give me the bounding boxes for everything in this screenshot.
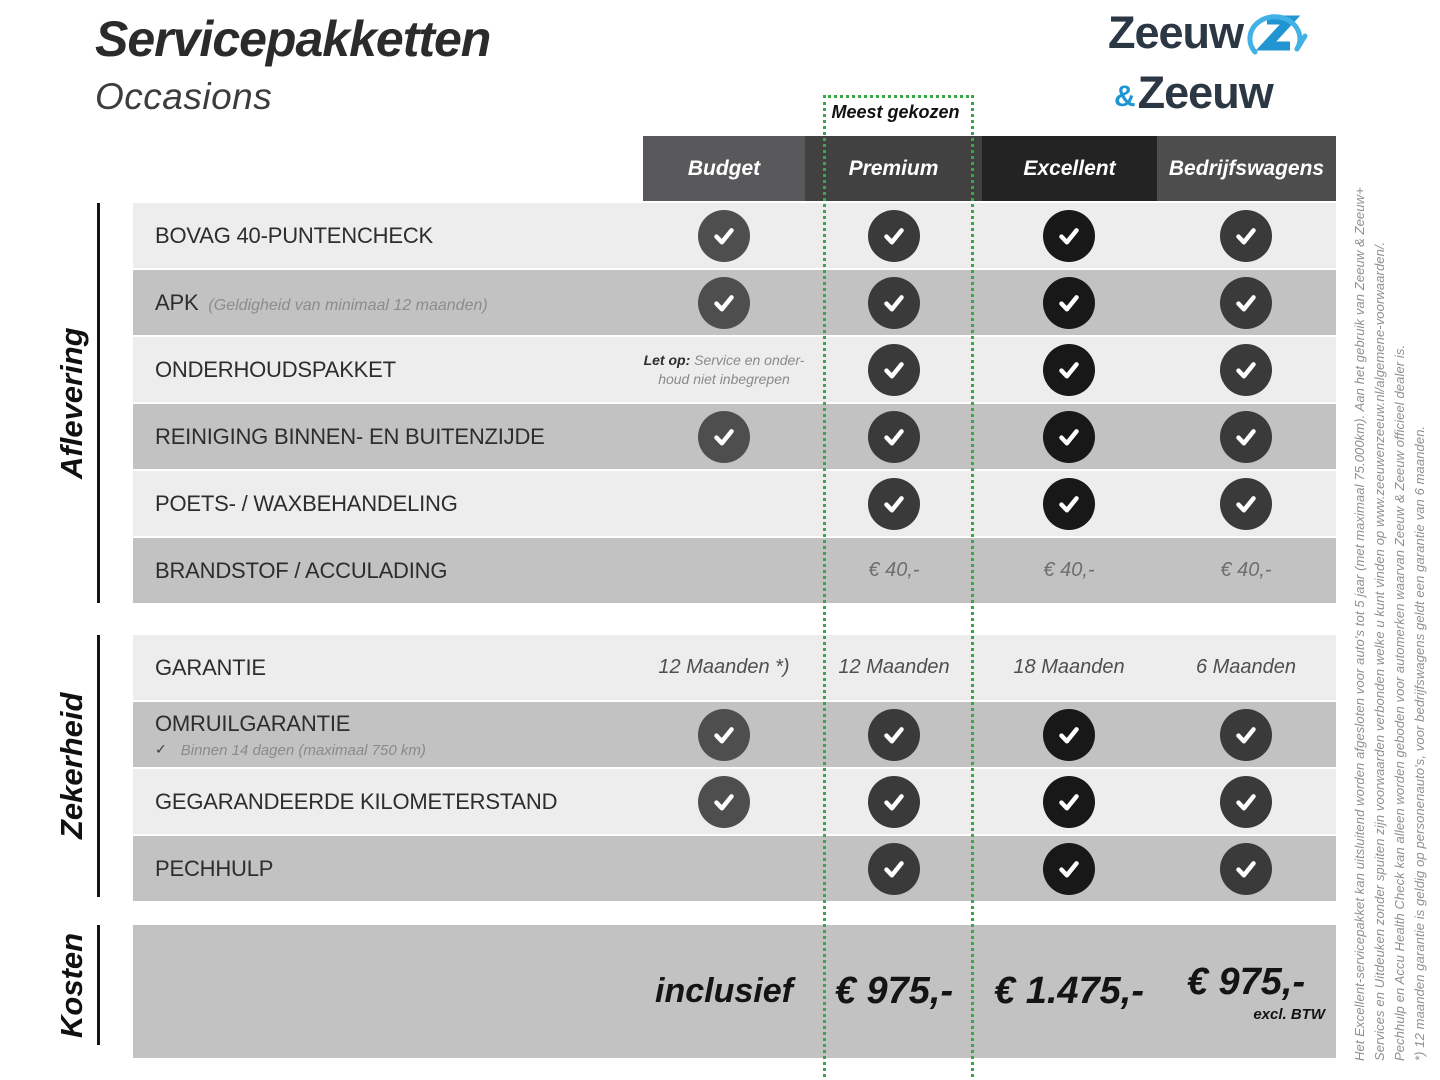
footnote-line: Services en Uitdeuken zonder spuiten zijn voorwaarden verbonden welke u kunt vinden op www.zeeuwenzeeuw.nl/algemene-voorwaarden/. xyxy=(1372,241,1387,1061)
cell-value: 18 Maanden xyxy=(1013,656,1125,678)
cell-budget xyxy=(639,404,809,469)
row-label: GARANTIE xyxy=(155,654,266,680)
small-check-icon: ✓ xyxy=(155,742,167,758)
cell-premium xyxy=(809,203,979,268)
row-label-wrap xyxy=(155,404,545,469)
section-label-zekerheid: Zekerheid xyxy=(54,692,89,840)
row-label-wrap xyxy=(155,769,557,834)
kosten-cell-budget xyxy=(639,925,809,1058)
check-icon xyxy=(1220,210,1272,262)
row-label: BOVAG 40-PUNTENCHECK xyxy=(155,222,433,248)
row-label-line xyxy=(155,711,426,737)
cell-premium xyxy=(809,471,979,536)
check-icon xyxy=(1043,344,1095,396)
kosten-cell-excellent xyxy=(984,925,1154,1058)
cell-premium xyxy=(809,836,979,901)
check-icon xyxy=(1220,277,1272,329)
cell-budget xyxy=(639,702,809,767)
cell-excellent xyxy=(984,203,1154,268)
check-icon xyxy=(698,277,750,329)
row-label-wrap xyxy=(155,203,433,268)
check-icon xyxy=(698,776,750,828)
cell-excellent xyxy=(984,270,1154,335)
row-label-wrap xyxy=(155,270,488,335)
cell-budget xyxy=(639,769,809,834)
row-label-line xyxy=(155,424,545,450)
logo-text-top: Zeeuw xyxy=(1108,7,1244,58)
check-icon xyxy=(1043,776,1095,828)
table-row xyxy=(133,270,1336,335)
cell-value: € 40,- xyxy=(868,559,920,581)
cell-excellent xyxy=(984,471,1154,536)
row-label-wrap xyxy=(155,337,396,402)
check-icon xyxy=(1220,478,1272,530)
check-icon xyxy=(1220,843,1272,895)
row-label: APK xyxy=(155,289,199,315)
row-label-line xyxy=(155,223,433,249)
cell-bedrijfswagens xyxy=(1161,471,1331,536)
cell-bedrijfswagens xyxy=(1161,635,1331,700)
row-subline xyxy=(155,742,426,759)
cell-premium xyxy=(809,702,979,767)
most-chosen-label: Meest gekozen xyxy=(831,102,960,122)
row-sublabel: (Geldigheid van minimaal 12 maanden) xyxy=(208,296,488,314)
cell-budget xyxy=(639,337,809,402)
row-label-line xyxy=(155,357,396,383)
row-label-wrap xyxy=(155,538,447,603)
check-icon xyxy=(1043,843,1095,895)
page-subtitle: Occasions xyxy=(95,76,273,117)
check-icon xyxy=(868,277,920,329)
cell-bedrijfswagens xyxy=(1161,702,1331,767)
cell-excellent xyxy=(984,404,1154,469)
cell-bedrijfswagens xyxy=(1161,337,1331,402)
cell-value: € 40,- xyxy=(1043,559,1095,581)
cell-premium xyxy=(809,404,979,469)
cell-value: € 40,- xyxy=(1220,559,1272,581)
cell-excellent xyxy=(984,836,1154,901)
check-icon xyxy=(698,411,750,463)
footnote-line: *) 12 maanden garantie is geldig op personenauto's, voor bedrijfswagens geldt een garantie van 6 maanden. xyxy=(1412,425,1427,1061)
cell-value: 6 Maanden xyxy=(1195,656,1297,678)
row-label-line xyxy=(155,655,266,681)
check-icon xyxy=(868,478,920,530)
row-label: PECHHULP xyxy=(155,855,274,881)
column-header-label: Premium xyxy=(848,156,939,180)
cell-value: 12 Maanden xyxy=(838,656,950,678)
row-label: GEGARANDEERDE KILOMETERSTAND xyxy=(155,788,558,814)
check-icon xyxy=(868,411,920,463)
row-label-line xyxy=(155,856,273,882)
section-label-aflevering: Aflevering xyxy=(54,327,89,479)
row-subline-text: Binnen 14 dagen (maximaal 750 km) xyxy=(180,741,426,759)
cell-budget xyxy=(639,635,809,700)
check-icon xyxy=(1220,344,1272,396)
logo-text-bottom: Zeeuw xyxy=(1137,67,1273,118)
check-icon xyxy=(868,709,920,761)
check-icon xyxy=(1220,776,1272,828)
cell-premium xyxy=(809,769,979,834)
cell-excellent xyxy=(984,337,1154,402)
cell-bedrijfswagens xyxy=(1161,836,1331,901)
row-label-line xyxy=(155,290,488,316)
row-label: POETS- / WAXBEHANDELING xyxy=(155,490,458,516)
check-icon xyxy=(1043,709,1095,761)
cell-note: Let op: Service en onder- houd niet inbegrepen xyxy=(643,352,805,387)
cell-value: 12 Maanden *) xyxy=(658,656,790,678)
check-icon xyxy=(1043,478,1095,530)
row-label-wrap xyxy=(155,471,458,536)
kosten-note: excl. BTW xyxy=(1253,1005,1325,1023)
kosten-value: inclusief xyxy=(655,972,793,1010)
table-row xyxy=(133,635,1336,700)
cell-premium xyxy=(809,337,979,402)
check-icon xyxy=(1043,277,1095,329)
kosten-value: € 1.475,- xyxy=(994,970,1144,1012)
cell-excellent xyxy=(984,769,1154,834)
row-label: ONDERHOUDSPAKKET xyxy=(155,356,396,382)
row-label-line xyxy=(155,558,447,584)
row-label: REINIGING BINNEN- EN BUITENZIJDE xyxy=(155,423,545,449)
cell-budget xyxy=(639,270,809,335)
row-label-wrap xyxy=(155,635,266,700)
check-icon xyxy=(698,210,750,262)
table-row xyxy=(133,538,1336,603)
table-row xyxy=(133,836,1336,901)
check-icon xyxy=(868,210,920,262)
row-label-line xyxy=(155,491,458,517)
row-label-line xyxy=(155,789,557,815)
check-icon xyxy=(868,843,920,895)
column-header-label: Budget xyxy=(687,156,761,180)
cell-premium xyxy=(809,538,979,603)
page-title: Servicepakketten xyxy=(95,11,491,67)
table-row xyxy=(133,203,1336,268)
check-icon xyxy=(868,776,920,828)
footnote-line: Pechhulp en Accu Health Check kan alleen worden geboden voor automerken waarvan Zeeuw & Zeeuw officieel dealer is. xyxy=(1392,344,1407,1061)
row-label: OMRUILGARANTIE xyxy=(155,710,351,736)
logo-ampersand: & xyxy=(1114,80,1136,113)
check-icon xyxy=(1220,709,1272,761)
note-lead: Let op: xyxy=(643,352,695,369)
cell-bedrijfswagens xyxy=(1161,404,1331,469)
cell-excellent xyxy=(984,702,1154,767)
check-icon xyxy=(1043,210,1095,262)
cell-bedrijfswagens xyxy=(1161,538,1331,603)
cell-premium xyxy=(809,270,979,335)
column-header-label: Bedrijfswagens xyxy=(1168,156,1325,180)
column-header-label: Excellent xyxy=(1023,156,1116,180)
kosten-cell-premium xyxy=(809,925,979,1058)
cell-premium xyxy=(809,635,979,700)
table-row xyxy=(133,471,1336,536)
table-row xyxy=(133,337,1336,402)
table-row xyxy=(133,404,1336,469)
cell-bedrijfswagens xyxy=(1161,270,1331,335)
check-icon xyxy=(698,709,750,761)
table-row xyxy=(133,702,1336,767)
footnote-line: Het Excellent-servicepakket kan uitsluitend worden afgesloten voor auto's tot 5 jaar (met maximaal 75.000km). Aan het gebruik van Zeeuw & Zeeuw+ xyxy=(1352,187,1367,1061)
row-label-wrap xyxy=(155,702,426,767)
cell-bedrijfswagens xyxy=(1161,769,1331,834)
section-label-kosten: Kosten xyxy=(54,932,89,1038)
table-row xyxy=(133,769,1336,834)
check-icon xyxy=(1220,411,1272,463)
check-icon xyxy=(1043,411,1095,463)
kosten-cell-bedrijfswagens xyxy=(1161,925,1331,1058)
kosten-row xyxy=(133,925,1336,1058)
kosten-value: € 975,- xyxy=(1186,960,1306,1003)
cell-excellent xyxy=(984,635,1154,700)
row-label-wrap xyxy=(155,836,273,901)
cell-budget xyxy=(639,203,809,268)
row-label: BRANDSTOF / ACCULADING xyxy=(155,557,448,583)
check-icon xyxy=(868,344,920,396)
kosten-value: € 975,- xyxy=(834,970,954,1012)
cell-bedrijfswagens xyxy=(1161,203,1331,268)
cell-excellent xyxy=(984,538,1154,603)
